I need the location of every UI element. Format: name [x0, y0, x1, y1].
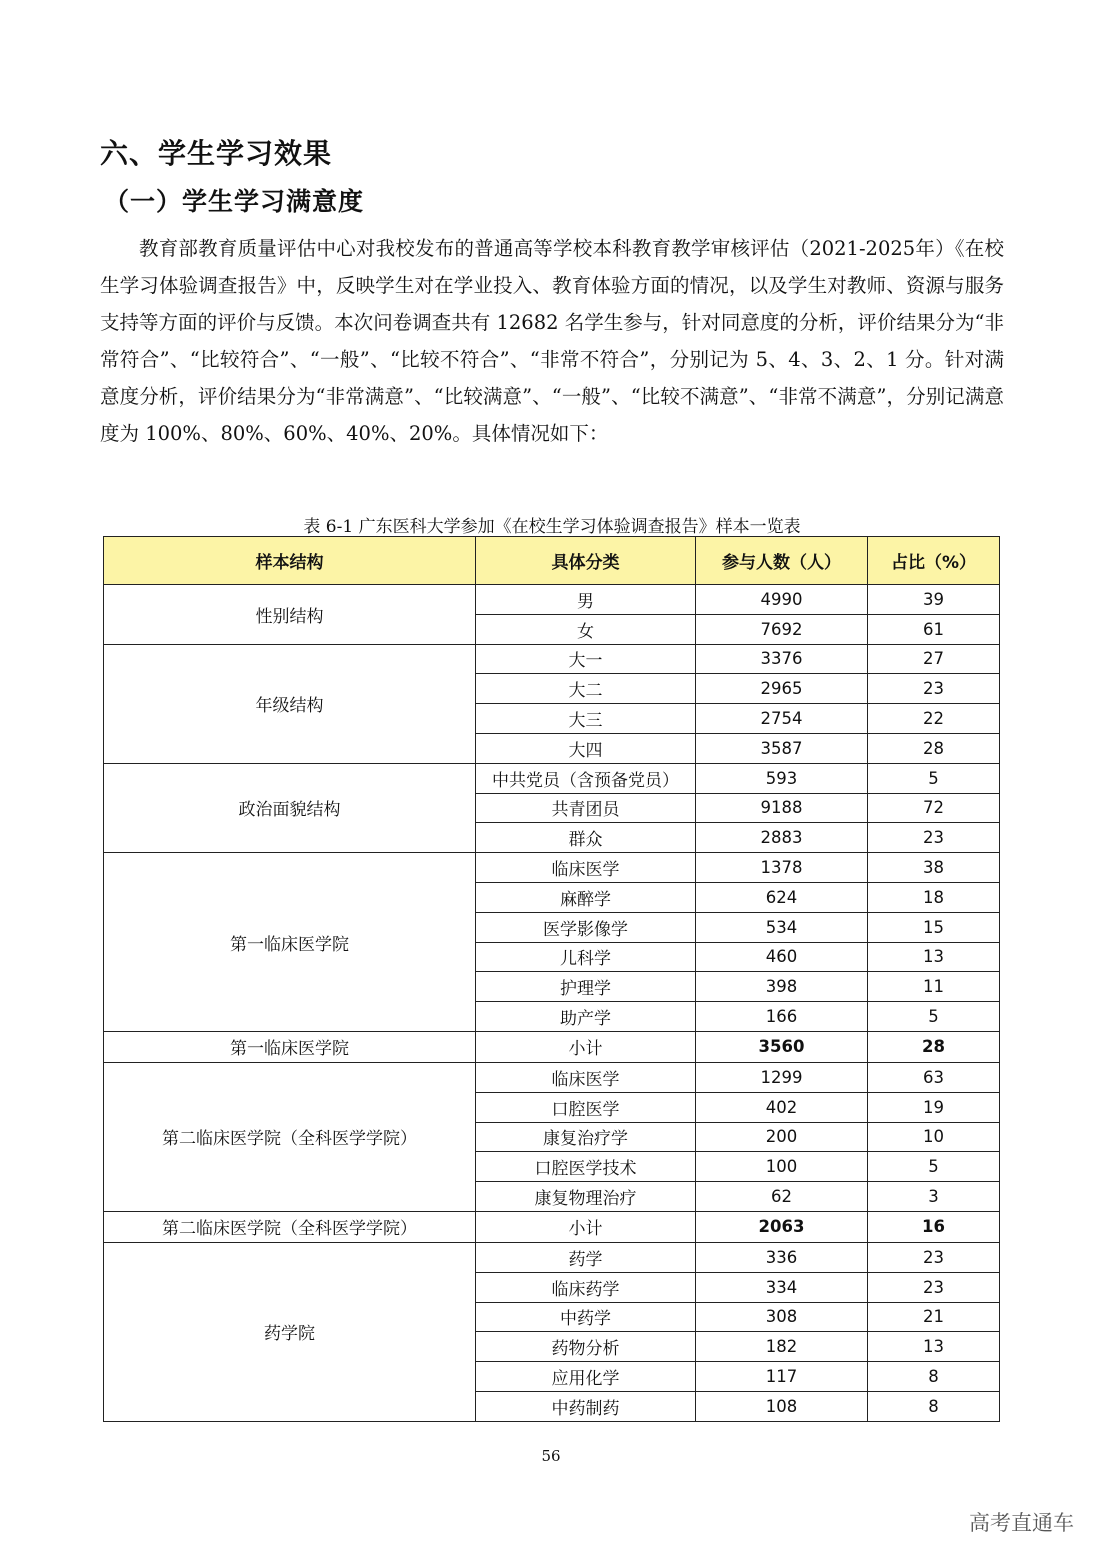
category-cell: 女	[476, 614, 696, 644]
count-cell: 7692	[696, 614, 868, 644]
percent-cell: 19	[868, 1092, 1000, 1122]
count-cell: 1299	[696, 1062, 868, 1092]
percent-cell: 16	[868, 1211, 1000, 1242]
category-cell: 大一	[476, 644, 696, 674]
table-row	[104, 763, 1000, 793]
percent-cell: 22	[868, 704, 1000, 734]
table-caption: 表 6-1 广东医科大学参加《在校生学习体验调查报告》样本一览表	[303, 517, 801, 537]
count-cell: 200	[696, 1122, 868, 1152]
count-cell: 9188	[696, 793, 868, 823]
count-cell: 624	[696, 882, 868, 912]
percent-cell: 23	[868, 1272, 1000, 1302]
category-cell: 大二	[476, 674, 696, 704]
category-cell: 大三	[476, 704, 696, 734]
percent-cell: 23	[868, 674, 1000, 704]
header-cell: 样本结构	[104, 537, 476, 585]
category-cell: 口腔医学技术	[476, 1152, 696, 1182]
percent-cell: 39	[868, 585, 1000, 615]
percent-cell: 5	[868, 763, 1000, 793]
group-label-cell: 第二临床医学院（全科医学学院）	[104, 1211, 476, 1242]
category-cell: 临床药学	[476, 1272, 696, 1302]
percent-cell: 18	[868, 882, 1000, 912]
category-cell: 护理学	[476, 972, 696, 1002]
category-cell: 群众	[476, 823, 696, 853]
percent-cell: 23	[868, 823, 1000, 853]
count-cell: 3376	[696, 644, 868, 674]
section-heading: 六、学生学习效果	[100, 137, 333, 170]
group-label-cell: 年级结构	[104, 644, 476, 763]
percent-cell: 11	[868, 972, 1000, 1002]
percent-cell: 23	[868, 1242, 1000, 1272]
category-cell: 临床医学	[476, 853, 696, 883]
count-cell: 593	[696, 763, 868, 793]
percent-cell: 21	[868, 1302, 1000, 1332]
percent-cell: 61	[868, 614, 1000, 644]
group-label-cell: 政治面貌结构	[104, 763, 476, 852]
count-cell: 2063	[696, 1211, 868, 1242]
category-cell: 助产学	[476, 1002, 696, 1032]
group-label-cell: 性别结构	[104, 585, 476, 645]
percent-cell: 5	[868, 1152, 1000, 1182]
category-cell: 中共党员（含预备党员）	[476, 763, 696, 793]
category-cell: 麻醉学	[476, 882, 696, 912]
header-cell: 参与人数（人）	[696, 537, 868, 585]
header-cell: 具体分类	[476, 537, 696, 585]
count-cell: 2883	[696, 823, 868, 853]
header-cell: 占比（%）	[868, 537, 1000, 585]
percent-cell: 27	[868, 644, 1000, 674]
count-cell: 100	[696, 1152, 868, 1182]
table-header-row	[104, 537, 1000, 585]
category-cell: 中药学	[476, 1302, 696, 1332]
category-cell: 共青团员	[476, 793, 696, 823]
percent-cell: 63	[868, 1062, 1000, 1092]
percent-cell: 8	[868, 1391, 1000, 1421]
table-row	[104, 644, 1000, 674]
count-cell: 108	[696, 1391, 868, 1421]
count-cell: 4990	[696, 585, 868, 615]
category-cell: 男	[476, 585, 696, 615]
count-cell: 402	[696, 1092, 868, 1122]
count-cell: 1378	[696, 853, 868, 883]
subtotal-row	[104, 1211, 1000, 1242]
percent-cell: 28	[868, 1031, 1000, 1062]
count-cell: 2754	[696, 704, 868, 734]
percent-cell: 3	[868, 1182, 1000, 1212]
subtotal-row	[104, 1031, 1000, 1062]
count-cell: 336	[696, 1242, 868, 1272]
percent-cell: 8	[868, 1362, 1000, 1392]
sample-table	[103, 536, 1000, 1422]
percent-cell: 13	[868, 942, 1000, 972]
count-cell: 398	[696, 972, 868, 1002]
count-cell: 460	[696, 942, 868, 972]
category-cell: 康复物理治疗	[476, 1182, 696, 1212]
table-row	[104, 1242, 1000, 1272]
category-cell: 医学影像学	[476, 912, 696, 942]
category-cell: 小计	[476, 1211, 696, 1242]
count-cell: 62	[696, 1182, 868, 1212]
count-cell: 3587	[696, 733, 868, 763]
category-cell: 大四	[476, 733, 696, 763]
category-cell: 中药制药	[476, 1391, 696, 1421]
category-cell: 临床医学	[476, 1062, 696, 1092]
group-label-cell: 药学院	[104, 1242, 476, 1421]
count-cell: 534	[696, 912, 868, 942]
count-cell: 3560	[696, 1031, 868, 1062]
category-cell: 儿科学	[476, 942, 696, 972]
category-cell: 康复治疗学	[476, 1122, 696, 1152]
category-cell: 口腔医学	[476, 1092, 696, 1122]
subsection-heading: （一）学生学习满意度	[104, 187, 365, 216]
table-body	[104, 585, 1000, 1422]
group-label-cell: 第一临床医学院	[104, 853, 476, 1032]
count-cell: 308	[696, 1302, 868, 1332]
percent-cell: 72	[868, 793, 1000, 823]
page-number: 56	[541, 1447, 561, 1465]
percent-cell: 13	[868, 1332, 1000, 1362]
table-row	[104, 853, 1000, 883]
percent-cell: 10	[868, 1122, 1000, 1152]
percent-cell: 15	[868, 912, 1000, 942]
count-cell: 334	[696, 1272, 868, 1302]
watermark: 高考直通车	[969, 1511, 1074, 1535]
count-cell: 2965	[696, 674, 868, 704]
count-cell: 182	[696, 1332, 868, 1362]
category-cell: 小计	[476, 1031, 696, 1062]
table-row	[104, 585, 1000, 615]
percent-cell: 28	[868, 733, 1000, 763]
category-cell: 药学	[476, 1242, 696, 1272]
body-paragraph: 教育部教育质量评估中心对我校发布的普通高等学校本科教育教学审核评估（2021-2025年）《在校生学习体验调查报告》中，反映学生对在学业投入、教育体验方面的情况，以及学生对教师、资源与服务支持等方面的评价与反馈。本次问卷调查共有 12682 名学生参与，针对同意度的分析，评价结果分为“非常符合”、“比较符合”、“一般”、“比较不符合”、“非常不符合”，分别记为 5、4、3、2、1 分。针对满意度分析，评价结果分为“非常满意”、“比较满意”、“一般”、“比较不满意”、“非常不满意”，分别记满意度为 100%、80%、60%、40%、20%。具体情况如下：	[100, 237, 1004, 445]
count-cell: 166	[696, 1002, 868, 1032]
count-cell: 117	[696, 1362, 868, 1392]
category-cell: 应用化学	[476, 1362, 696, 1392]
table-row	[104, 1062, 1000, 1092]
percent-cell: 5	[868, 1002, 1000, 1032]
category-cell: 药物分析	[476, 1332, 696, 1362]
group-label-cell: 第一临床医学院	[104, 1031, 476, 1062]
percent-cell: 38	[868, 853, 1000, 883]
group-label-cell: 第二临床医学院（全科医学学院）	[104, 1062, 476, 1211]
